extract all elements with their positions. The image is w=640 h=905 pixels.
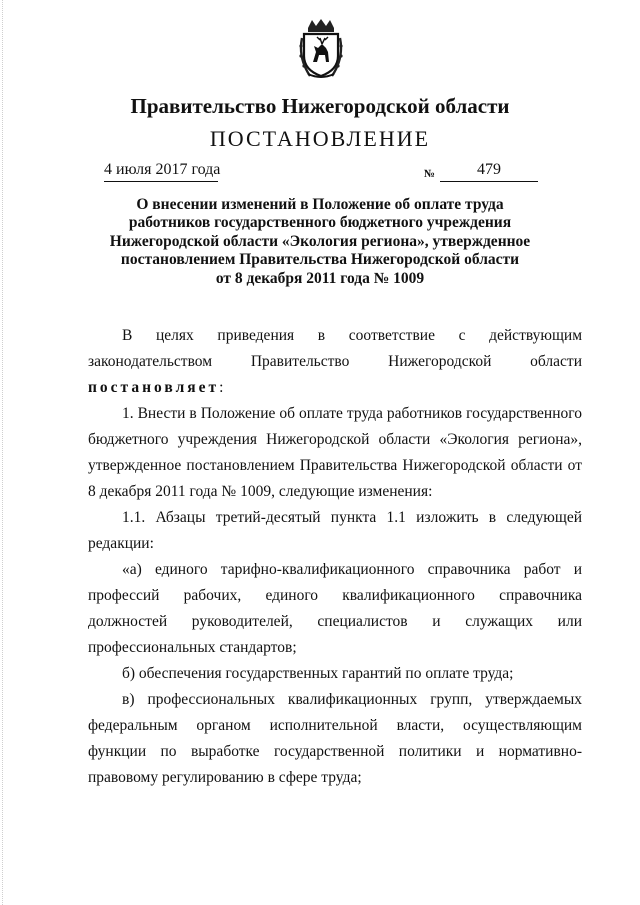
heading-line: Нижегородской области «Экология региона», утвержденное	[109, 232, 531, 250]
paragraph-subitem-v: в) профессиональных квалификационных групп, утверждаемых федеральным органом исполнительной власти, осуществляющим функции по выработке государственной политики и нормативно-правовому регулированию в сфере труда;	[88, 691, 582, 786]
document-date: 4 июля 2017 года	[104, 161, 221, 178]
paragraph-preamble-line1: В целях приведения в соответствие с действующим	[122, 327, 582, 344]
government-title: Правительство Нижегородской области	[130, 94, 510, 118]
paragraph-subitem-a: «а) единого тарифно-квалификационного справочника работ и профессий рабочих, единого квалификационного справочника должностей руководителей, специалистов и служащих или профессиональных стандартов;	[88, 561, 582, 656]
document-heading	[60, 196, 580, 288]
heading-line: О внесении изменений в Положение об оплате труда	[136, 196, 504, 213]
heading-line: постановлением Правительства Нижегородской области	[120, 251, 520, 269]
paragraph-preamble-line2: законодательством Правительство Нижегородской области	[88, 353, 582, 370]
document-type: ПОСТАНОВЛЕНИЕ	[209, 126, 431, 151]
coat-of-arms-icon	[298, 18, 344, 80]
document-body	[88, 323, 582, 791]
resolves-word: постановляет	[88, 379, 220, 396]
heading-line: работников государственного бюджетного учреждения	[128, 214, 512, 232]
paragraph-item-1-1: 1.1. Абзацы третий-десятый пункта 1.1 изложить в следующей редакции:	[88, 509, 582, 552]
date-underline	[104, 181, 218, 182]
heading-line: от 8 декабря 2011 года № 1009	[215, 269, 425, 287]
paragraph-resolves	[88, 375, 582, 401]
number-sign: №	[424, 168, 436, 180]
paragraph-item-1: 1. Внести в Положение об оплате труда работников государственного бюджетного учреждения Нижегородской области «Экология региона», утвержденное постановлением Правительства Нижегородской области от 8 декабря 2011 года № 1009, следующие изменения:	[88, 405, 582, 500]
paragraph-subitem-b: б) обеспечения государственных гарантий по оплате труда;	[122, 665, 514, 682]
document-number: 479	[477, 161, 501, 178]
resolves-colon: :	[219, 379, 224, 396]
number-underline	[440, 181, 538, 182]
